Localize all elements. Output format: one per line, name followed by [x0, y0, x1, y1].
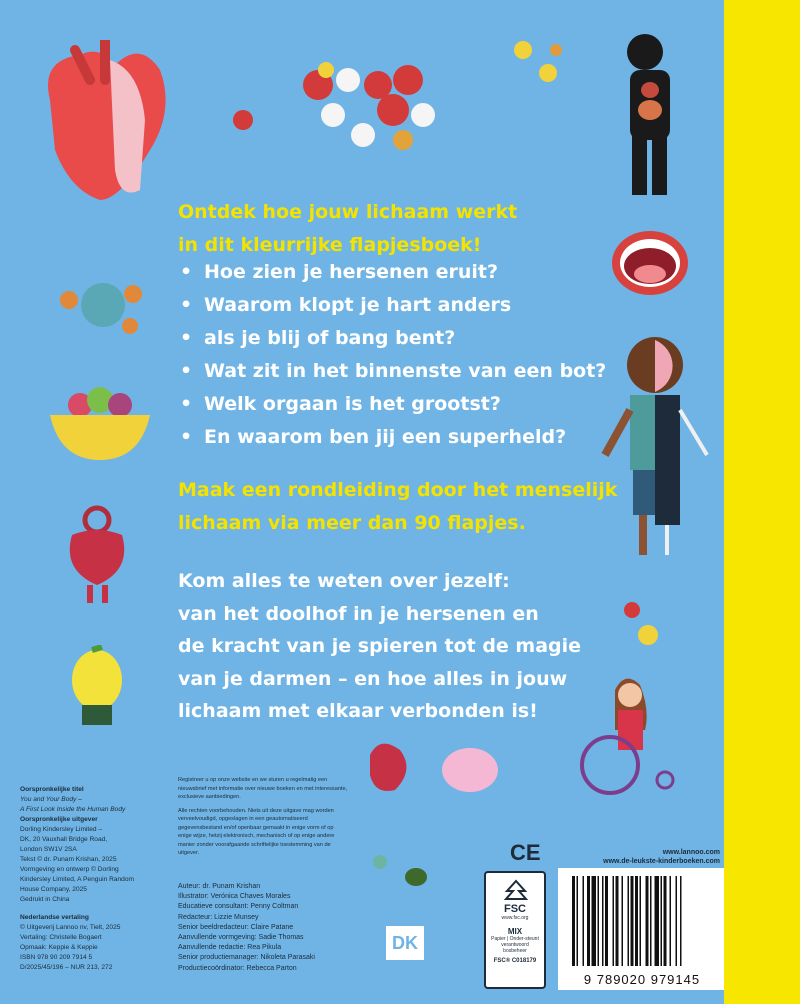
staff-line: Aanvullende redactie: Rea Pikula: [178, 944, 282, 952]
barcode-bar: [646, 876, 649, 966]
germs-illustration: [508, 35, 568, 95]
body-silhouette-illustration: [610, 30, 690, 200]
mouth-illustration: [610, 228, 690, 298]
staff-line: Aanvullende vormgeving: Sadie Thomas: [178, 934, 304, 942]
staff-line: Educatieve consultant: Penny Coltman: [178, 903, 299, 911]
barcode-bar: [622, 876, 624, 966]
credits-line: A First Look Inside the Human Body: [20, 806, 126, 813]
fsc-url: www.fsc.org: [501, 915, 529, 921]
barcode-number: 9 789020 979145: [583, 972, 701, 987]
barcode-bar: [661, 876, 663, 966]
staff-line: Redacteur: Lizzie Munsey: [178, 913, 259, 921]
barcode-bar: [613, 876, 615, 966]
register-text: Registreer u op onze website en we sturen u regelmatig een nieuwsbrief met informatie over nieuwe boeken en met interessante, exclusieve aanbiedingen.: [178, 777, 348, 800]
question-item: • Waarom klopt je hart anders: [180, 289, 606, 322]
intro-line: Ontdek hoe jouw lichaam werkt: [178, 201, 518, 223]
question-list: [180, 256, 606, 454]
question-item: • Hoe zien je hersenen eruit?: [180, 256, 606, 289]
spine-strip: [724, 0, 800, 1004]
intro-heading: [178, 196, 517, 262]
barcode-bar: [670, 876, 672, 966]
credits-line: Vertaling: Christelle Bogaert: [20, 934, 102, 941]
tour-line: Maak een rondleiding door het menselijk: [178, 479, 618, 501]
germ-monster-illustration: [55, 270, 150, 340]
barcode-bar: [616, 876, 619, 966]
about-line: lichaam met elkaar verbonden is!: [178, 700, 538, 722]
credits-line: House Company, 2025: [20, 886, 87, 893]
staff-list: [178, 882, 378, 974]
barcode-bar: [650, 876, 652, 966]
lemon-character-illustration: [62, 645, 132, 735]
credits-block: [20, 785, 175, 973]
credits-line: Kindersley Limited, A Penguin Random: [20, 876, 134, 883]
tour-line: lichaam via meer dan 90 flapjes.: [178, 512, 526, 534]
small-germs-illustration: [618, 600, 668, 650]
credits-line: Vormgeving en ontwerp © Dorling: [20, 866, 119, 873]
stomach-brain-illustration: [360, 735, 510, 810]
credits-label: Oorspronkelijke uitgever: [20, 816, 98, 823]
website-link[interactable]: www.lannoo.com: [662, 849, 720, 856]
website-link[interactable]: www.de-leukste-kinderboeken.com: [603, 858, 720, 865]
credits-label: Nederlandse vertaling: [20, 914, 89, 921]
isbn-barcode: [558, 868, 724, 990]
credits-line: London SW1V 2SA: [20, 846, 77, 853]
about-paragraph: [178, 565, 581, 728]
barcode-bar: [605, 876, 608, 966]
barcode-bar: [680, 876, 682, 966]
barcode-bar: [635, 876, 638, 966]
question-item-continued: • als je blij of bang bent?: [180, 322, 606, 355]
ce-mark: CE: [510, 840, 541, 865]
barcode-bar: [587, 876, 590, 966]
credits-line: Gedrukt in China: [20, 896, 70, 903]
wheelchair-girl-illustration: [580, 670, 690, 795]
fsc-description: Papier | Onder-steunt verantwoord bosbeheer: [491, 936, 539, 954]
staff-line: Productiecoördinator: Rebecca Parton: [178, 964, 297, 972]
barcode-bars: [572, 876, 712, 966]
barcode-bar: [572, 876, 575, 966]
credits-line: © Uitgeverij Lannoo nv, Tielt, 2025: [20, 924, 121, 931]
tour-heading: [178, 474, 617, 540]
fruit-bowl-illustration: [50, 380, 150, 460]
about-line: Kom alles te weten over jezelf:: [178, 570, 510, 592]
barcode-bar: [628, 876, 630, 966]
dk-logo: DK: [386, 926, 424, 960]
credits-line: ISBN 978 90 209 7914 5: [20, 954, 93, 961]
barcode-bar: [664, 876, 667, 966]
bacteria-illustration: [368, 852, 438, 892]
question-item: • Wat zit in het binnenste van een bot?: [180, 355, 606, 388]
staff-line: Senior beeldredacteur: Claire Patane: [178, 923, 294, 931]
about-line: van het doolhof in je hersenen en: [178, 602, 539, 625]
fsc-mix: MIX: [507, 927, 523, 936]
credits-line: Tekst © dr. Punam Krishan, 2025: [20, 856, 117, 863]
blood-cells-illustration: [228, 55, 458, 160]
credits-line: D/2025/45/196 – NUR 213, 272: [20, 964, 113, 971]
barcode-bar: [583, 876, 585, 966]
heart-illustration: [30, 40, 180, 210]
barcode-bar: [598, 876, 600, 966]
about-line: van je darmen – en hoe alles in jouw: [178, 667, 568, 690]
fsc-logo-text: FSC: [504, 903, 526, 915]
barcode-bar: [592, 876, 597, 966]
staff-line: Illustrator: Verónica Chaves Morales: [178, 893, 291, 901]
fsc-label: [484, 871, 546, 989]
legal-block: [178, 776, 348, 863]
about-line: de kracht van je spieren tot de magie: [178, 635, 582, 657]
barcode-bar: [640, 876, 642, 966]
question-item: • En waarom ben jij een superheld?: [180, 421, 606, 454]
website-links: [560, 848, 720, 866]
barcode-bar: [577, 876, 579, 966]
heart-character-illustration: [62, 500, 132, 610]
fsc-code: FSC® C018179: [493, 958, 537, 964]
barcode-bar: [676, 876, 678, 966]
credits-line: Dorling Kindersley Limited –: [20, 826, 103, 833]
credits-label: Oorspronkelijke titel: [20, 786, 84, 793]
staff-line: Senior productiemanager: Nikoleta Parasaki: [178, 954, 315, 962]
credits-line: You and Your Body –: [20, 796, 82, 803]
question-item: • Welk orgaan is het grootst?: [180, 388, 606, 421]
intro-line: in dit kleurrijke flapjesboek!: [178, 234, 482, 256]
barcode-bar: [631, 876, 634, 966]
barcode-bar: [602, 876, 604, 966]
barcode-bar: [655, 876, 660, 966]
credits-line: Opmaak: Keppie & Keppie: [20, 944, 98, 951]
rights-text: Alle rechten voorbehouden. Niets uit deze uitgave mag worden verveelvoudigd, opgeslagen in een geautomatiseerd gegevensbestand en/of openbaar gemaakt in enige vorm of op enige wijze, hetzij elektronisch, mechanisch of op enige andere manier zonder voorafgaande schriftelijke toestemming van de uitgever.: [178, 807, 335, 856]
credits-line: DK, 20 Vauxhall Bridge Road,: [20, 836, 108, 843]
fsc-tree-icon: [503, 879, 529, 903]
staff-line: Auteur: dr. Punam Krishan: [178, 883, 261, 890]
